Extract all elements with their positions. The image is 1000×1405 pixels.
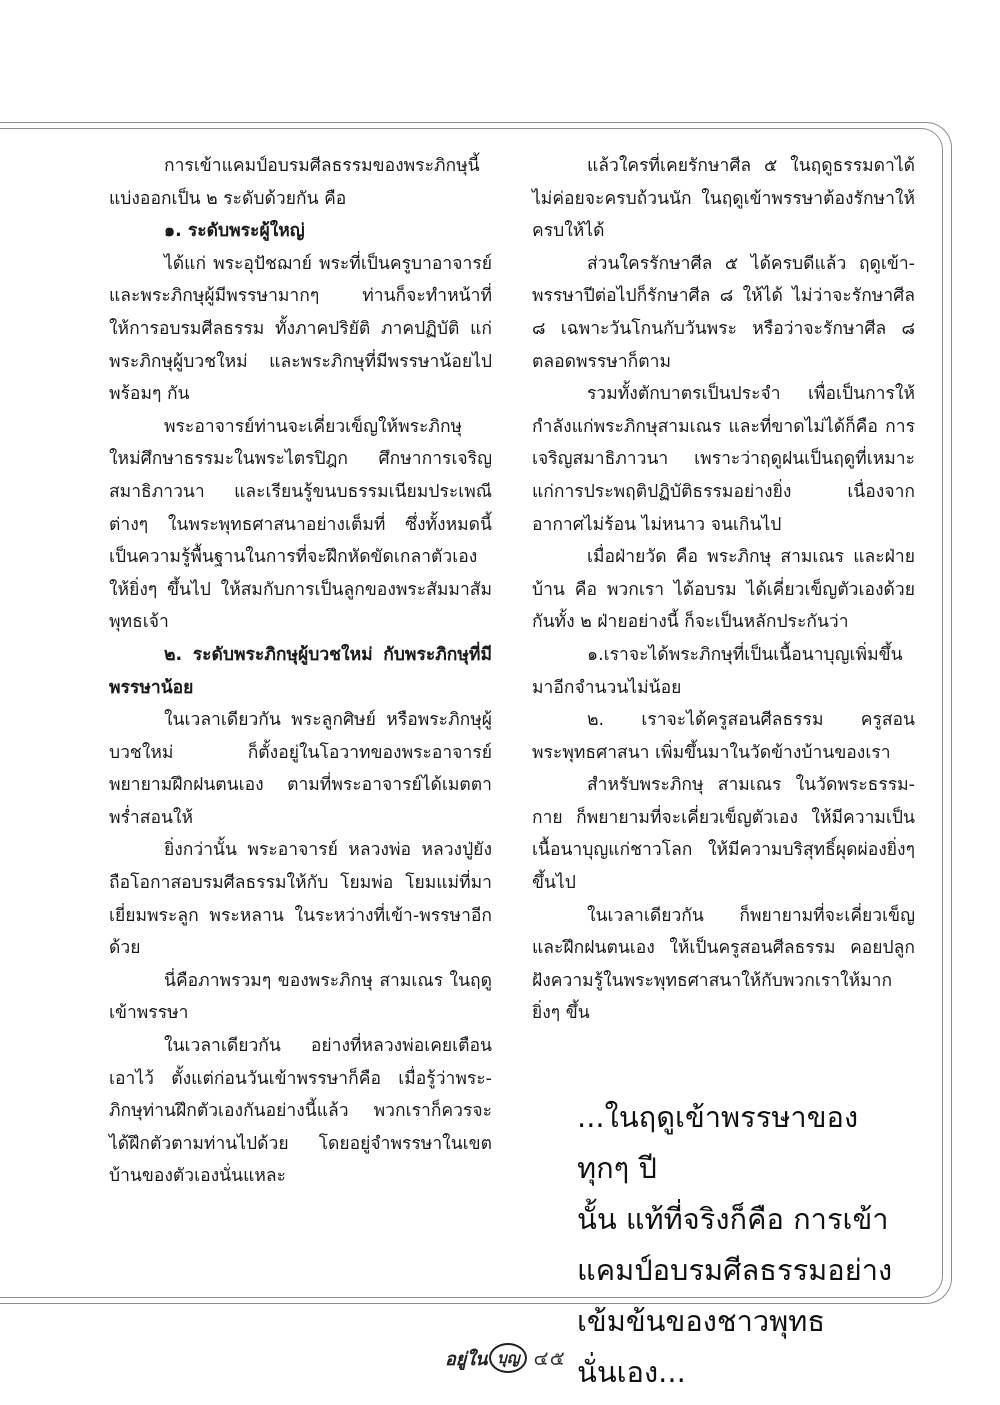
paragraph: ในเวลาเดียวกัน พระลูกศิษย์ หรือพระภิกษุผู้บวชใหม่ ก็ตั้งอยู่ในโอวาทของพระอาจารย์ พยายามฝึกฝนตนเอง ตามที่พระอาจารย์ได้เมตตาพร่ำสอนให้ <box>109 710 492 828</box>
paragraph: นี่คือภาพรวมๆ ของพระภิกษุ สามเณร ในฤดูเข้าพรรษา <box>109 970 492 1024</box>
pull-quote-line: ...ในฤดูเข้าพรรษาของทุกๆ ปี <box>577 1100 859 1185</box>
pull-quote-line: เข้มข้นของชาวพุทธนั่นเอง... <box>577 1304 826 1389</box>
paragraph: ๑.เราจะได้พระภิกษุที่เป็นเนื้อนาบุญเพิ่มขึ้นมาอีกจำนวนไม่น้อย <box>532 644 903 698</box>
paragraph: ในเวลาเดียวกัน ก็พยายามที่จะเคี่ยวเข็ญและฝึกฝนตนเอง ให้เป็นครูสอนศีลธรรม คอยปลูกฝังความรู้ในพระพุทธศาสนาให้กับพวกเราให้มากยิ่งๆ ขึ้น <box>532 905 915 1024</box>
paragraph: ยิ่งกว่านั้น พระอาจารย์ หลวงพ่อ หลวงปู่ยังถือโอกาสอบรมศีลธรรมให้กับ โยมพ่อ โยมแม่ที่มาเยี่ยมพระลูก พระหลาน ในระหว่างที่เข้า-พรรษาอีกด้วย <box>109 840 492 959</box>
paragraph: ส่วนใครรักษาศีล ๕ ได้ครบดีแล้ว ฤดูเข้า-พรรษาปีต่อไปก็รักษาศีล ๘ ให้ได้ ไม่ว่าจะรักษาศีล ๘ เฉพาะวันโกนกับวันพระ หรือว่าจะรักษาศีล ๘ ตลอดพรรษาก็ตาม <box>532 253 915 372</box>
pull-quote <box>577 1092 907 1398</box>
magazine-logo-circle-text: บุญ <box>497 1349 520 1367</box>
page-footer <box>445 1338 566 1378</box>
magazine-logo-circle <box>489 1343 527 1373</box>
left-column <box>109 150 492 1193</box>
paragraph: รวมทั้งตักบาตรเป็นประจำ เพื่อเป็นการให้กำลังแก่พระภิกษุสามเณร และที่ขาดไม่ได้ก็คือ การเจริญสมาธิภาวนา เพราะว่าฤดูฝนเป็นฤดูที่เหมาะแก่การประพฤติปฏิบัติธรรมอย่างยิ่ง เนื่องจากอากาศไม่ร้อน ไม่หนาว จนเกินไป <box>532 384 915 535</box>
magazine-logo-word: อยู่ใน <box>445 1348 488 1370</box>
right-column <box>532 150 915 1030</box>
paragraph: เมื่อฝ่ายวัด คือ พระภิกษุ สามเณร และฝ่ายบ้าน คือ พวกเรา ได้อบรม ได้เคี่ยวเข็ญตัวเองด้วยกันทั้ง ๒ ฝ่ายอย่างนี้ ก็จะเป็นหลักประกันว่า <box>532 547 915 633</box>
section-heading: ๑. ระดับพระผู้ใหญ่ <box>164 221 305 242</box>
pull-quote-line: นั้น แท้ที่จริงก็คือ การเข้า <box>577 1202 889 1236</box>
paragraph: สำหรับพระภิกษุ สามเณร ในวัดพระธรรม-กาย ก็พยายามที่จะเคี่ยวเข็ญตัวเอง ให้มีความเป็นเนื้อนาบุญแก่ชาวโลก ให้มีความบริสุทธิ์ผุดผ่องยิ่งๆ ขึ้นไป <box>532 775 915 894</box>
pull-quote-line: แคมป์อบรมศีลธรรมอย่าง <box>577 1253 893 1287</box>
section-heading: ๒. ระดับพระภิกษุผู้บวชใหม่ กับพระภิกษุที่มีพรรษาน้อย <box>109 644 492 698</box>
paragraph: ในเวลาเดียวกัน อย่างที่หลวงพ่อเคยเตือนเอาไว้ ตั้งแต่ก่อนวันเข้าพรรษาก็คือ เมื่อรู้ว่าพระ-ภิกษุท่านฝึกตัวเองกันอย่างนี้แล้ว พวกเราก็ควรจะได้ฝึกตัวตามท่านไปด้วย โดยอยู่จำพรรษาในเขตบ้านของตัวเองนั่นแหละ <box>109 1036 492 1187</box>
paragraph: ได้แก่ พระอุปัชฌาย์ พระที่เป็นครูบาอาจารย์ และพระภิกษุผู้มีพรรษามากๆ ท่านก็จะทำหน้าที่ให้การอบรมศีลธรรม ทั้งภาคปริยัติ ภาคปฏิบัติ แก่พระภิกษุผู้บวชใหม่ และพระภิกษุที่มีพรรษาน้อยไปพร้อมๆ กัน <box>109 253 492 405</box>
paragraph: ๒. เราจะได้ครูสอนศีลธรรม ครูสอนพระพุทธศาสนา เพิ่มขึ้นมาในวัดข้างบ้านของเรา <box>532 710 915 763</box>
page-number: ๔๕ <box>533 1346 566 1370</box>
paragraph: การเข้าแคมป์อบรมศีลธรรมของพระภิกษุนี้แบ่งออกเป็น ๒ ระดับด้วยกัน คือ <box>109 156 480 209</box>
paragraph: แล้วใครที่เคยรักษาศีล ๕ ในฤดูธรรมดาได้ไม่ค่อยจะครบถ้วนนัก ในฤดูเข้าพรรษาต้องรักษาให้ครบให้ได้ <box>532 156 915 242</box>
paragraph: พระอาจารย์ท่านจะเคี่ยวเข็ญให้พระภิกษุใหม่ศึกษาธรรมะในพระไตรปิฎก ศึกษาการเจริญสมาธิภาวนา และเรียนรู้ขนบธรรมเนียมประเพณีต่างๆ ในพระพุทธศาสนาอย่างเต็มที่ ซึ่งทั้งหมดนี้เป็นความรู้พื้นฐานในการที่จะฝึกหัดขัดเกลาตัวเองให้ยิ่งๆ ขึ้นไป ให้สมกับการเป็นลูกของพระสัมมาสัมพุทธเจ้า <box>109 416 492 633</box>
